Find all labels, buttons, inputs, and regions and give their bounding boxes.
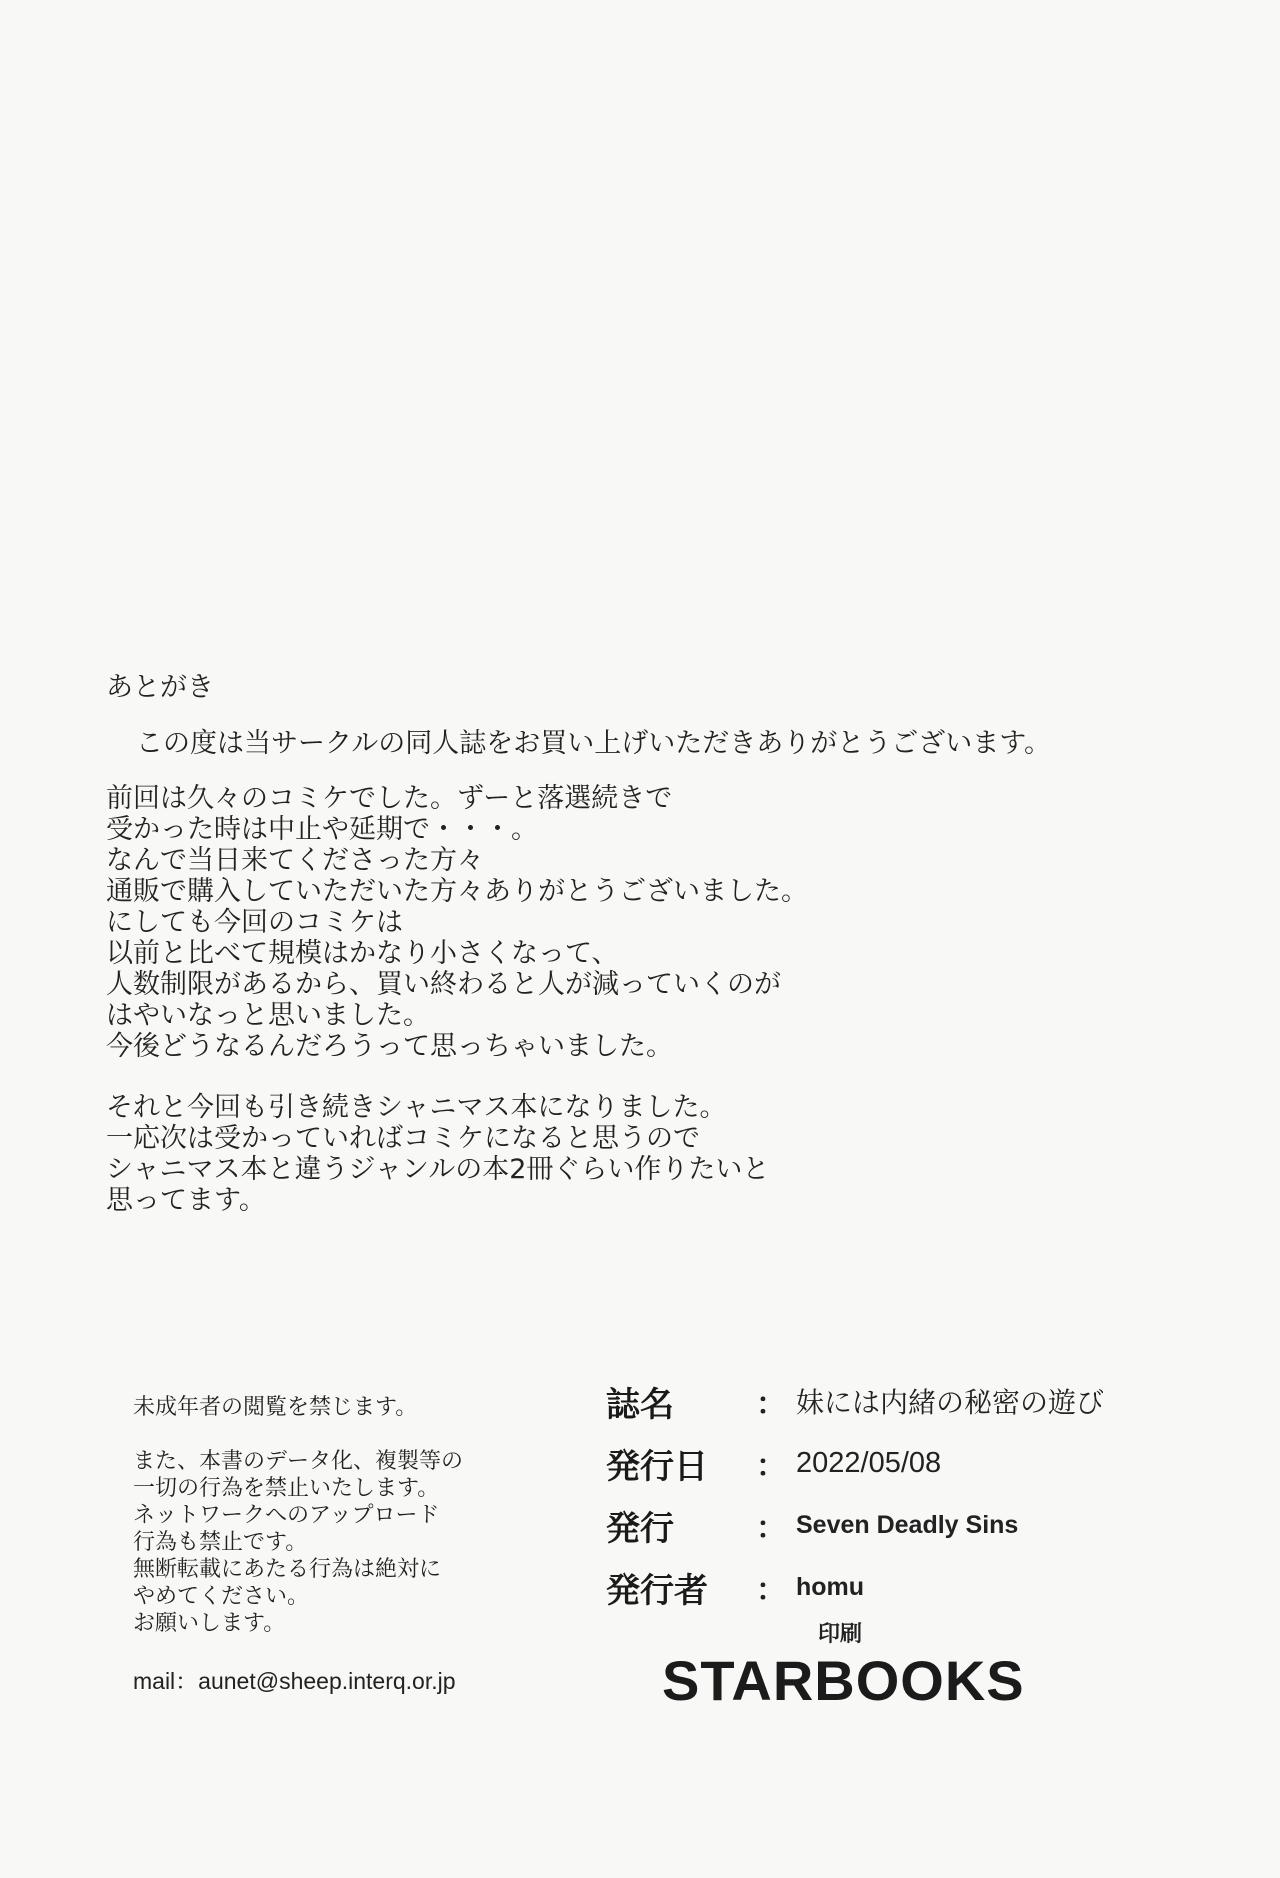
colophon-row-publisher xyxy=(606,1494,1166,1556)
afterword-line: 人数制限があるから、買い終わると人が減っていくのが xyxy=(106,969,781,1000)
publisher-circle: Seven Deadly Sins xyxy=(796,1510,1019,1539)
afterword-title: あとがき xyxy=(106,672,214,703)
afterword-line: それと今回も引き続きシャニマス本になりました。 xyxy=(106,1092,727,1123)
notice-section xyxy=(133,1390,593,1696)
afterword-line: 一応次は受かっていればコミケになると思うので xyxy=(106,1123,700,1154)
notice-line: また、本書のデータ化、複製等の xyxy=(133,1449,464,1474)
afterword-section xyxy=(106,668,1206,1216)
age-restriction-notice: 未成年者の閲覧を禁じます。 xyxy=(133,1395,418,1420)
afterword-paragraph-2 xyxy=(106,1092,1206,1216)
colophon-row-title xyxy=(606,1370,1166,1432)
notice-line: お願いします。 xyxy=(133,1611,286,1636)
colophon-colon: ： xyxy=(756,1573,786,1608)
notice-line: 無断転載にあたる行為は絶対に xyxy=(133,1557,442,1582)
colophon-row-author xyxy=(606,1556,1166,1618)
colophon-colon: ： xyxy=(756,1511,786,1546)
afterword-line: なんで当日来てくださった方々 xyxy=(106,845,484,876)
afterword-line: 前回は久々のコミケでした。ずーと落選続きで xyxy=(106,783,673,814)
notice-line: 一切の行為を禁止いたします。 xyxy=(133,1476,440,1501)
book-title: 妹には内緒の秘密の遊び xyxy=(796,1386,1105,1419)
afterword-line: はやいなっと思いました。 xyxy=(106,1000,430,1031)
afterword-line: にしても今回のコミケは xyxy=(106,907,403,938)
afterword-line: シャニマス本と違うジャンルの本2冊ぐらい作りたいと xyxy=(106,1154,770,1185)
notice-line: やめてください。 xyxy=(133,1584,310,1609)
colophon-colon: ： xyxy=(756,1449,786,1484)
colophon xyxy=(606,1370,1166,1618)
afterword-line: 通販で購入していただいた方々ありがとうございました。 xyxy=(106,876,808,907)
afterword-greeting: この度は当サークルの同人誌をお買い上げいただきありがとうございます。 xyxy=(136,728,1052,759)
colophon-label: 発行日 xyxy=(606,1446,708,1487)
afterword-line: 思ってます。 xyxy=(106,1185,266,1216)
afterword-paragraph-1 xyxy=(106,783,1206,1062)
colophon-label: 発行 xyxy=(606,1508,674,1549)
colophon-label: 誌名 xyxy=(606,1384,674,1425)
printer-label: 印刷 xyxy=(818,1622,863,1647)
colophon-colon: ： xyxy=(756,1387,786,1422)
copyright-notice xyxy=(133,1448,593,1637)
author-name: homu xyxy=(796,1572,865,1601)
contact-email: mail：aunet@sheep.interq.or.jp xyxy=(133,1668,456,1694)
notice-line: 行為も禁止です。 xyxy=(133,1530,308,1555)
afterword-line: 今後どうなるんだろうって思っちゃいました。 xyxy=(106,1031,673,1062)
colophon-label: 発行者 xyxy=(606,1570,708,1611)
colophon-row-date xyxy=(606,1432,1166,1494)
printer-name: STARBOOKS xyxy=(662,1649,1025,1712)
afterword-line: 以前と比べて規模はかなり小さくなって、 xyxy=(106,938,619,969)
afterword-line: 受かった時は中止や延期で・・・。 xyxy=(106,814,538,845)
notice-line: ネットワークへのアップロード xyxy=(133,1503,440,1528)
publish-date: 2022/05/08 xyxy=(796,1446,942,1479)
